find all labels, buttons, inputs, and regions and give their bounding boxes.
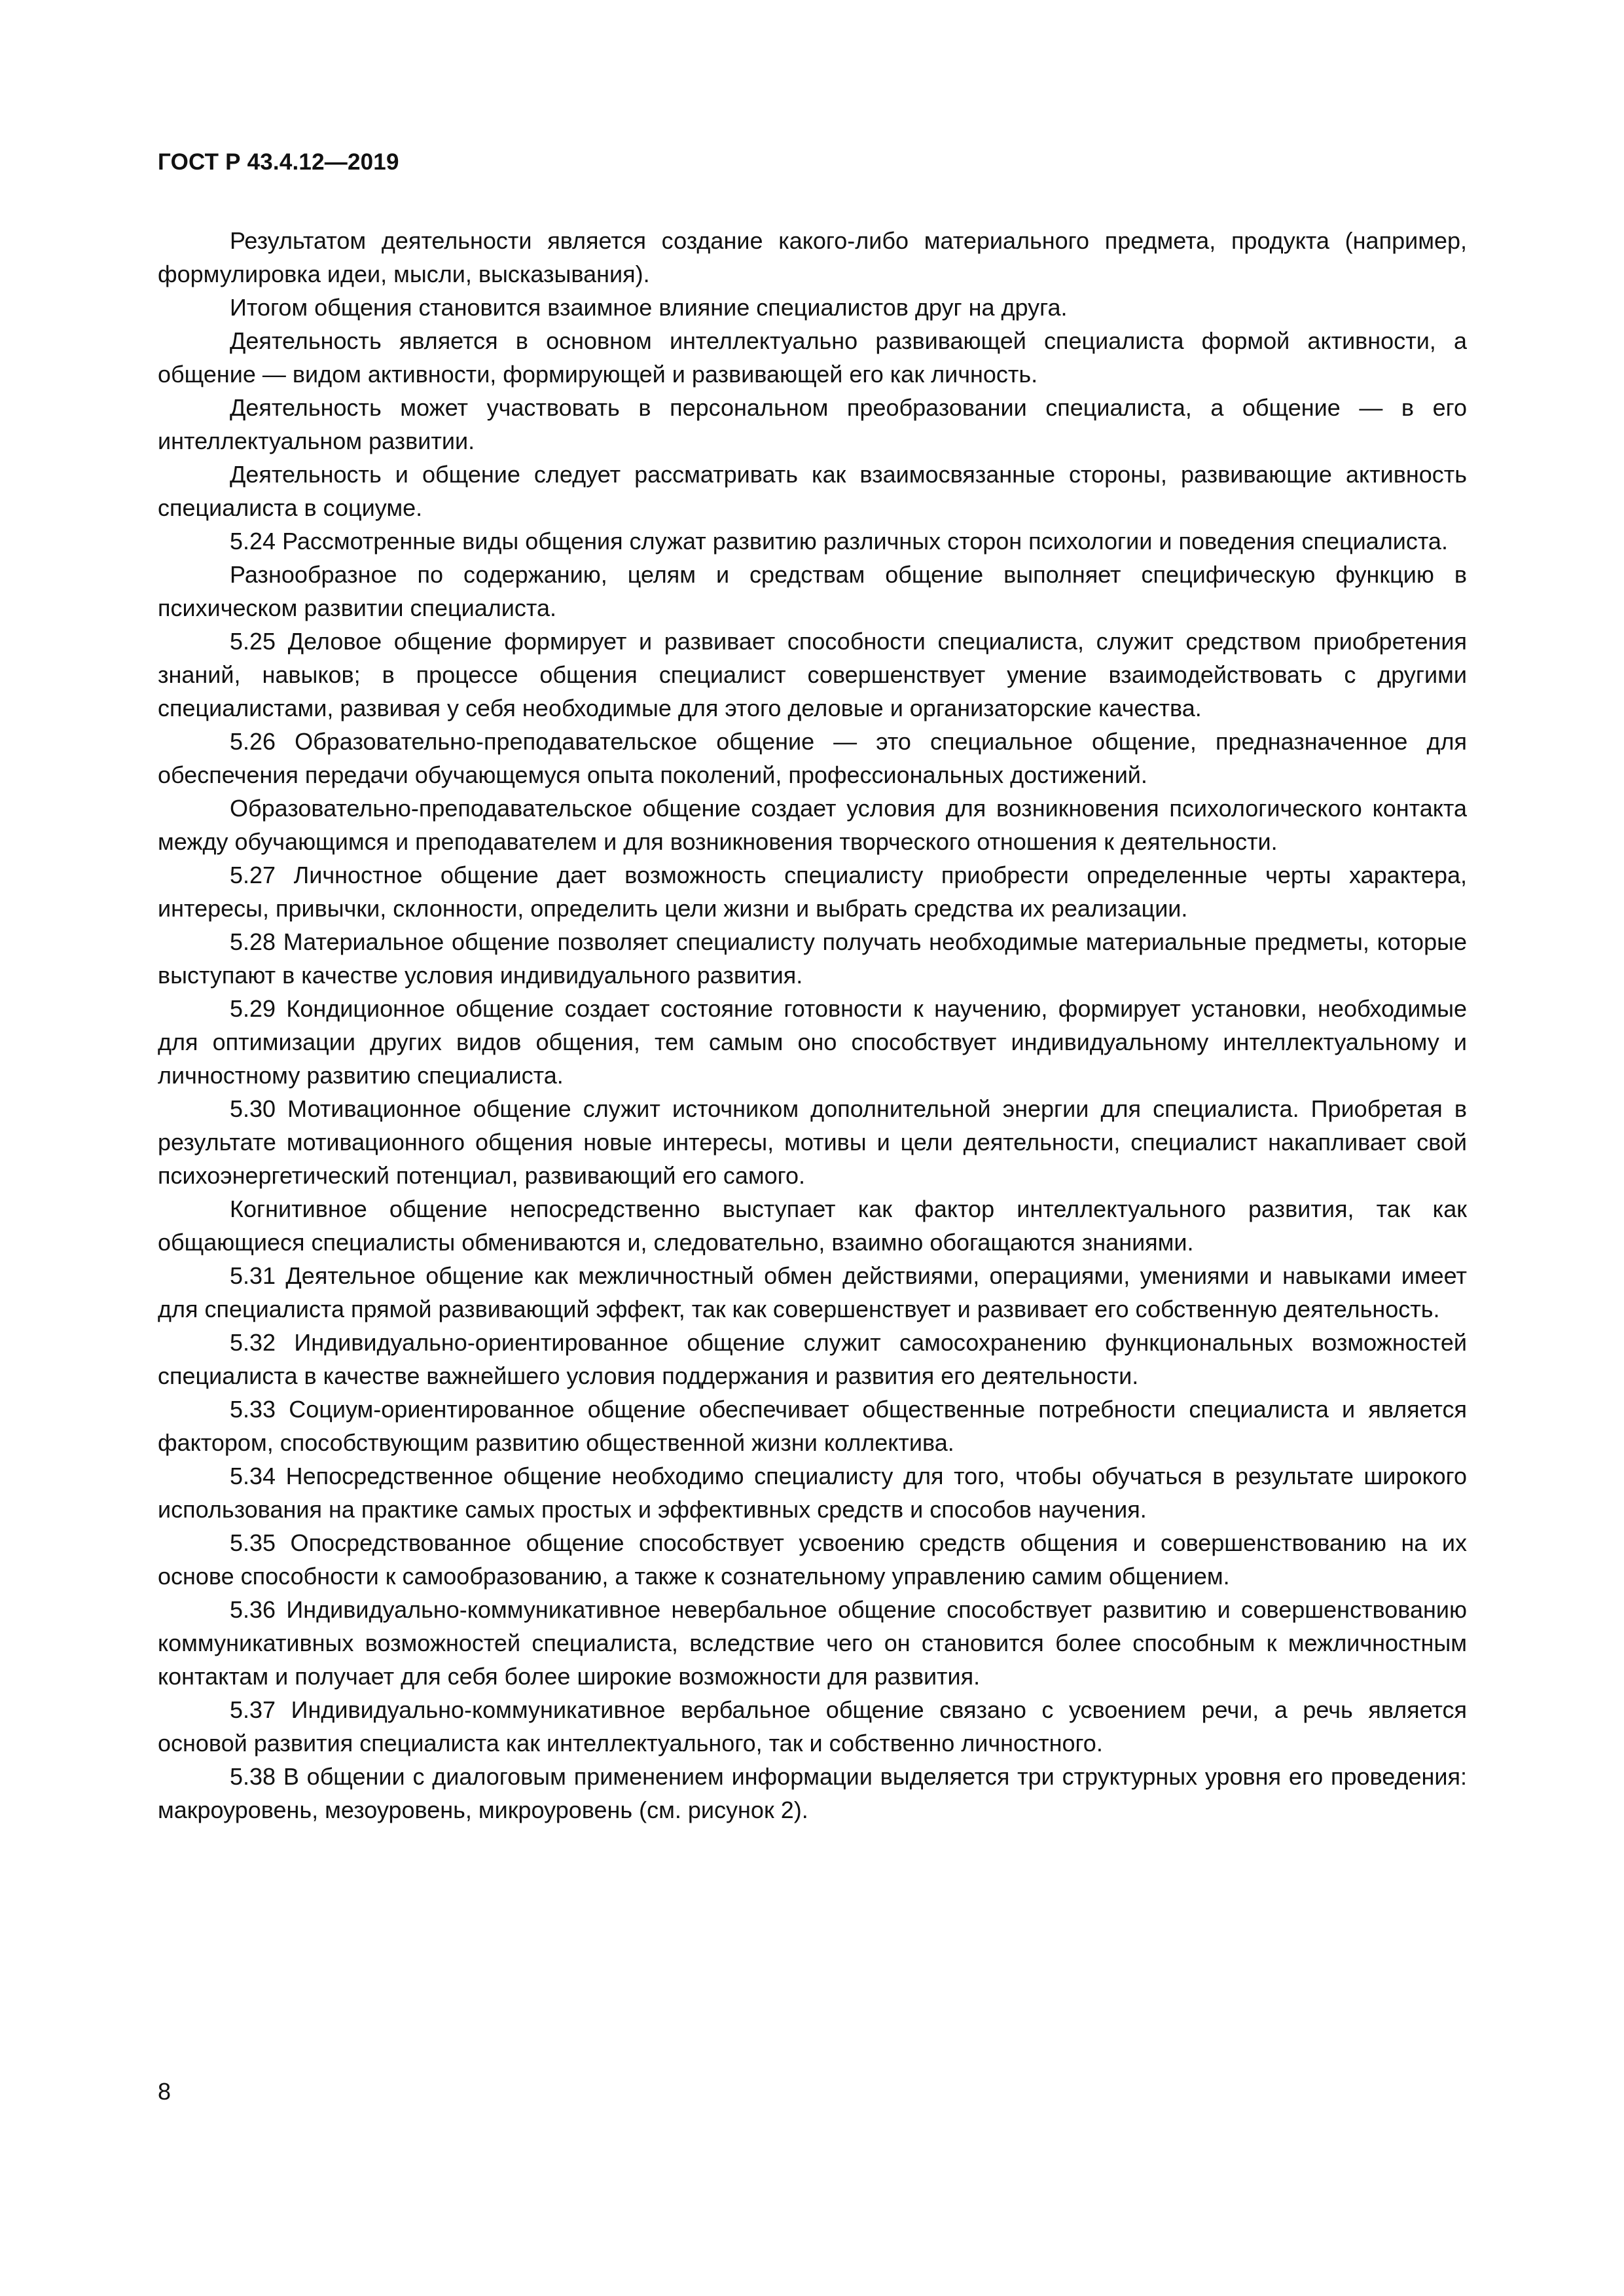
paragraph: 5.34 Непосредственное общение необходимо специалисту для того, чтобы обучаться в результате широкого использования на практике самых простых и эффективных средств и способов научения.	[158, 1463, 1467, 1523]
paragraph: 5.37 Индивидуально-коммуникативное вербальное общение связано с усвоением речи, а речь является основой развития специалиста как интеллектуального, так и собственно личностного.	[158, 1696, 1467, 1757]
paragraph: 5.24 Рассмотренные виды общения служат развитию различных сторон психологии и поведения специалиста.	[230, 528, 1448, 555]
paragraph: 5.26 Образовательно-преподавательское общение — это специальное общение, предназначенное для обеспечения передачи обучающемуся опыта поколений, профессиональных достижений.	[158, 728, 1467, 788]
document-header: ГОСТ Р 43.4.12—2019	[158, 149, 399, 175]
paragraph: Деятельность и общение следует рассматривать как взаимосвязанные стороны, развивающие активность специалиста в социуме.	[158, 461, 1467, 521]
paragraph: 5.29 Кондиционное общение создает состояние готовности к научению, формирует установки, необходимые для оптимизации других видов общения, тем самым оно способствует индивидуальному интеллектуальному и личностному развитию специалиста.	[158, 995, 1467, 1089]
paragraph: 5.32 Индивидуально-ориентированное общение служит самосохранению функциональных возможностей специалиста в качестве важнейшего условия поддержания и развития его деятельности.	[158, 1329, 1467, 1389]
paragraph: 5.27 Личностное общение дает возможность специалисту приобрести определенные черты характера, интересы, привычки, склонности, определить цели жизни и выбрать средства их реализации.	[158, 862, 1467, 922]
paragraph: Когнитивное общение непосредственно выступает как фактор интеллектуального развития, так как общающиеся специалисты обмениваются и, следовательно, взаимно обогащаются знаниями.	[158, 1195, 1467, 1256]
paragraph: Деятельность может участвовать в персональном преобразовании специалиста, а общение — в его интеллектуальном развитии.	[158, 394, 1467, 454]
paragraph: 5.31 Деятельное общение как межличностный обмен действиями, операциями, умениями и навыками имеет для специалиста прямой развивающий эффект, так как совершенствует и развивает его собственную деятельность.	[158, 1262, 1467, 1322]
paragraph: Результатом деятельности является создание какого-либо материального предмета, продукта (например, формулировка идеи, мысли, высказывания).	[158, 227, 1467, 287]
paragraph: Разнообразное по содержанию, целям и средствам общение выполняет специфическую функцию в психическом развитии специалиста.	[158, 561, 1467, 621]
paragraph: 5.36 Индивидуально-коммуникативное невербальное общение способствует развитию и совершенствованию коммуникативных возможностей специалиста, вследствие чего он становится более способным к межличностным контактам и получает для себя более широкие возможности для развития.	[158, 1596, 1467, 1690]
paragraph: 5.28 Материальное общение позволяет специалисту получать необходимые материальные предметы, которые выступают в качестве условия индивидуального развития.	[158, 928, 1467, 989]
paragraph: 5.35 Опосредствованное общение способствует усвоению средств общения и совершенствованию на их основе способности к самообразованию, а также к сознательному управлению самим общением.	[158, 1529, 1467, 1590]
paragraph: Итогом общения становится взаимное влияние специалистов друг на друга.	[230, 294, 1068, 321]
page-number: 8	[158, 2078, 171, 2105]
document-body	[158, 224, 1467, 1827]
paragraph: Деятельность является в основном интеллектуально развивающей специалиста формой активности, а общение — видом активности, формирующей и развивающей его как личность.	[158, 327, 1467, 388]
paragraph: 5.33 Социум-ориентированное общение обеспечивает общественные потребности специалиста и является фактором, способствующим развитию общественной жизни коллектива.	[158, 1396, 1467, 1456]
paragraph: 5.30 Мотивационное общение служит источником дополнительной энергии для специалиста. Приобретая в результате мотивационного общения новые интересы, мотивы и цели деятельности, специалист накапливает свой психоэнергетический потенциал, развивающий его самого.	[158, 1095, 1467, 1189]
paragraph: 5.38 В общении с диалоговым применением информации выделяется три структурных уровня его проведения: макроуровень, мезоуровень, микроуровень (см. рисунок 2).	[158, 1763, 1467, 1823]
paragraph: Образовательно-преподавательское общение создает условия для возникновения психологического контакта между обучающимся и преподавателем и для возникновения творческого отношения к деятельности.	[158, 795, 1467, 855]
paragraph: 5.25 Деловое общение формирует и развивает способности специалиста, служит средством приобретения знаний, навыков; в процессе общения специалист совершенствует умение взаимодействовать с другими специалистами, развивая у себя необходимые для этого деловые и организаторские качества.	[158, 628, 1467, 721]
